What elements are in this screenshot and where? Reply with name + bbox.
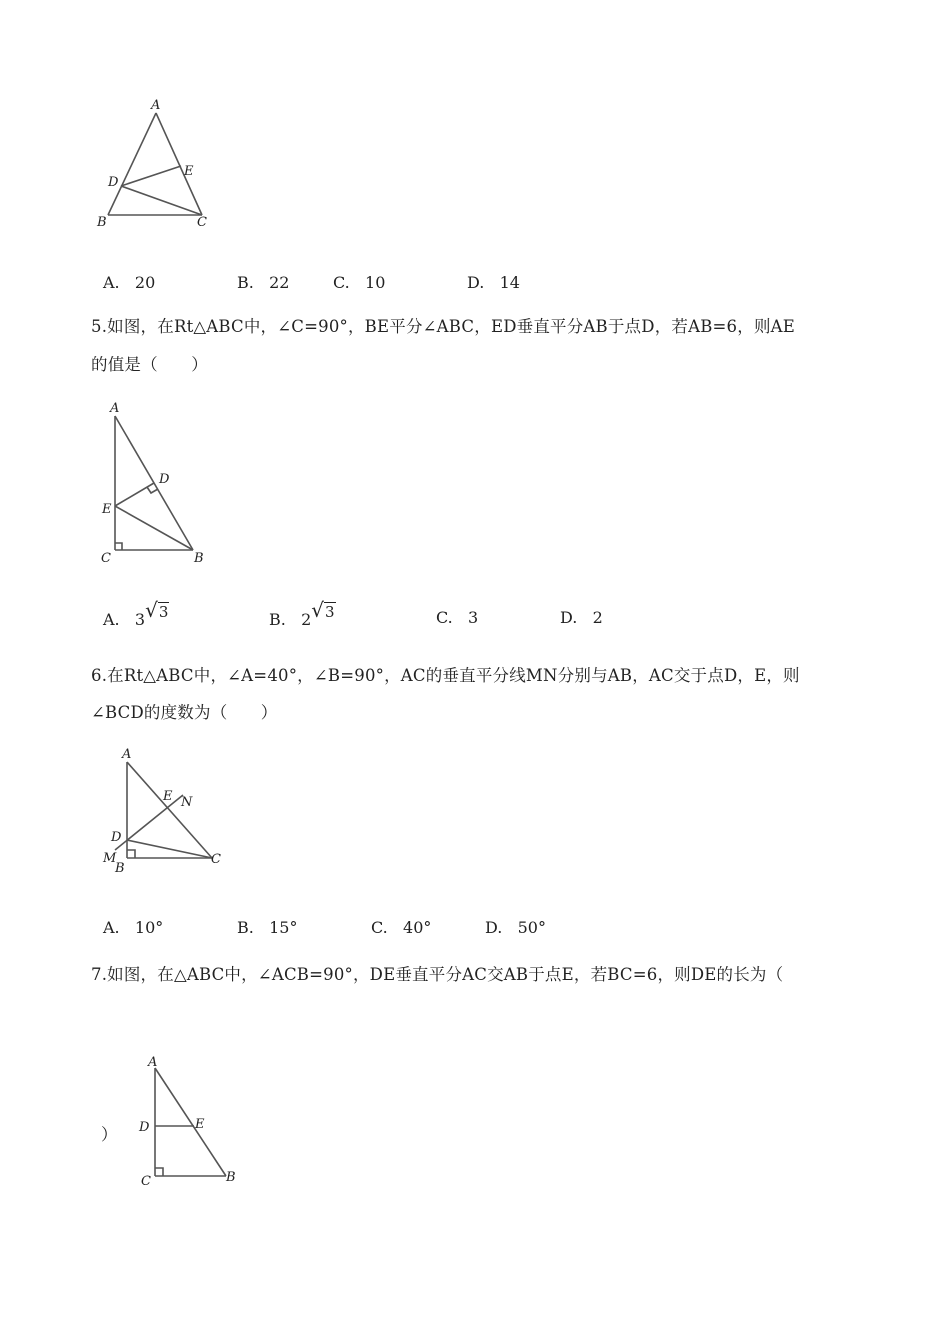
label-b: B <box>194 551 204 566</box>
q7-figure <box>133 1050 248 1190</box>
segment-dc <box>121 186 202 215</box>
q7-text-line2: ） <box>101 1125 118 1144</box>
label-a: A <box>122 747 132 762</box>
q6-option-a[interactable]: A. 10° <box>103 918 164 937</box>
q4-option-c[interactable]: C. 10 <box>333 273 386 292</box>
label-a: A <box>148 1055 158 1070</box>
label-e: E <box>163 789 173 804</box>
q7-text-line1: 7.如图，在△ABC中，∠ACB=90°，DE垂直平分AC交AB于点E，若BC=6，则DE的长为（ <box>91 965 784 984</box>
right-angle-c <box>155 1168 163 1176</box>
side-ac <box>156 113 202 215</box>
label-a: A <box>110 401 120 416</box>
label-e: E <box>195 1117 205 1132</box>
side-ac <box>127 762 212 858</box>
label-a: A <box>151 98 161 113</box>
q4-figure <box>90 95 220 235</box>
q6-option-c[interactable]: C. 40° <box>371 918 432 937</box>
segment-eb <box>115 506 193 550</box>
label-d: D <box>159 472 170 487</box>
q5-figure <box>95 398 220 570</box>
label-c: C <box>101 551 111 566</box>
right-angle-b <box>127 850 135 858</box>
label-c: C <box>141 1174 151 1189</box>
q5-option-c[interactable]: C. 3 <box>436 608 479 627</box>
q5-option-a[interactable]: A. 3√3 <box>103 598 169 629</box>
line-mn <box>115 795 183 850</box>
q6-option-d[interactable]: D. 50° <box>485 918 546 937</box>
label-m: M <box>103 851 117 866</box>
label-e: E <box>184 164 194 179</box>
right-angle-c <box>115 543 122 550</box>
sqrt-symbol: √3 <box>145 598 169 622</box>
q5-text-line2: 的值是（ ） <box>91 355 208 374</box>
label-b: B <box>226 1170 236 1185</box>
q4-option-b[interactable]: B. 22 <box>237 273 290 292</box>
label-b: B <box>115 861 125 876</box>
q5-text-line1: 5.如图，在Rt△ABC中，∠C=90°，BE平分∠ABC，ED垂直平分AB于点D，若AB=6，则AE <box>91 317 796 336</box>
label-d: D <box>139 1120 150 1135</box>
side-ab <box>108 113 156 215</box>
q5-option-d[interactable]: D. 2 <box>560 608 603 627</box>
label-b: B <box>97 215 107 230</box>
label-d: D <box>108 175 119 190</box>
q6-text-line2: ∠BCD的度数为（ ） <box>91 703 278 722</box>
q4-option-d[interactable]: D. 14 <box>467 273 520 292</box>
q5-option-b[interactable]: B. 2√3 <box>269 598 335 629</box>
label-e: E <box>102 502 112 517</box>
sqrt-symbol: √3 <box>311 598 335 622</box>
label-d: D <box>111 830 122 845</box>
q6-figure <box>95 740 235 878</box>
label-c: C <box>197 215 207 230</box>
q6-option-b[interactable]: B. 15° <box>237 918 298 937</box>
q6-text-line1: 6.在Rt△ABC中，∠A=40°，∠B=90°，AC的垂直平分线MN分别与AB，AC交于点D，E，则 <box>91 666 800 685</box>
label-c: C <box>211 852 221 867</box>
segment-ed <box>115 483 154 506</box>
label-n: N <box>181 795 193 810</box>
side-ab <box>155 1068 226 1176</box>
q4-option-a[interactable]: A. 20 <box>103 273 156 292</box>
